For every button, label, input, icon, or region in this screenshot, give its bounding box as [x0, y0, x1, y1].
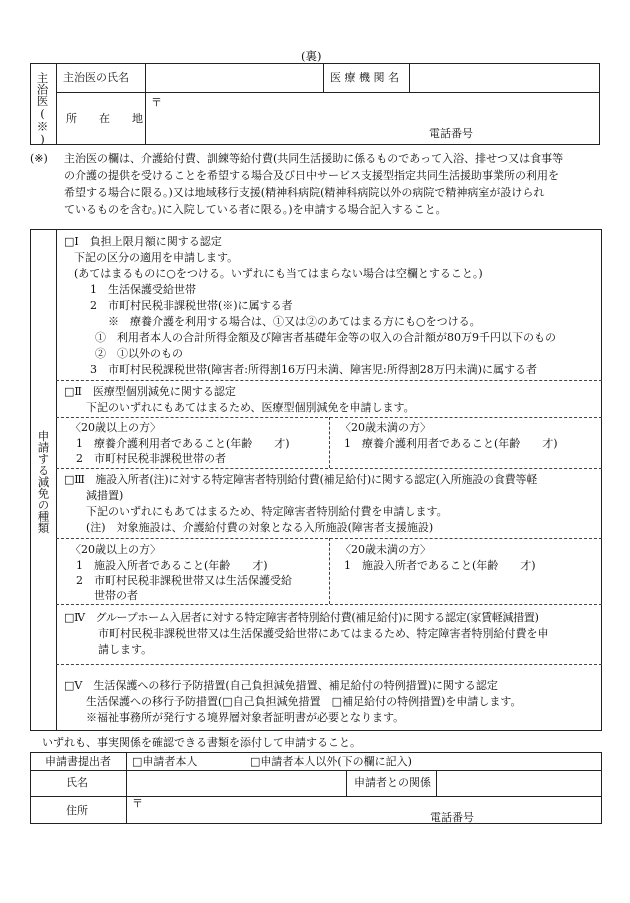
section-2-over20-item: 2 市町村民税非課税世帯の者 — [76, 452, 226, 465]
doctor-address-field[interactable] — [150, 95, 596, 142]
section-1-option[interactable]: 1 生活保護受給世帯 — [90, 283, 196, 296]
section-2-line: 下記のいずれにもあてはまるため、医療型個別減免を申請します。 — [86, 401, 415, 414]
section-4-title[interactable]: □Ⅳ グループホーム入居者に対する特定障害者特別給付費(補足給付)に関する認定(家賃軽減措置) — [64, 611, 539, 624]
section-1-option[interactable]: 2 市町村民税非課税世帯(※)に属する者 — [90, 299, 293, 312]
doctor-phone-label: 電話番号 — [429, 127, 473, 140]
submitter-name-field[interactable] — [130, 772, 342, 794]
note-line: ているものを含む。)に入院している者に限る。)を申請する場合記入すること。 — [64, 203, 447, 216]
note-line: 希望する場合に限る。)又は地域移行支援(精神科病院(精神科病院以外の病院で精神病室が設けられ — [64, 186, 545, 199]
relation-label: 申請者との関係 — [354, 776, 431, 789]
section-3-over20-item: 2 市町村民税非課税世帯又は生活保護受給 — [76, 574, 292, 587]
page-side-label: (裏) — [301, 49, 322, 63]
section-1-line: 下記の区分の適用を申請します。 — [74, 251, 239, 264]
section-3-over20-item: 1 施設入所者であること(年齢 才) — [76, 559, 268, 572]
note-line: 主治医の欄は、介護給付費、訓練等給付費(共同生活援助に係るものであって入浴、排せつ又は食事等 — [64, 152, 564, 165]
section-1-option[interactable]: ② ①以外のもの — [95, 347, 183, 360]
section-3-over20-item: 世帯の者 — [94, 589, 138, 602]
section-4-line: 請します。 — [98, 643, 153, 656]
types-side-label: 申請する減免の種類 — [36, 430, 51, 534]
institution-label: 医 療 機 関 名 — [330, 71, 399, 84]
section-3-line: (注) 対象施設は、介護給付費の対象となる入所施設(障害者支援施設) — [86, 521, 434, 534]
submitter-other-checkbox[interactable]: □申請者本人以外(下の欄に記入) — [250, 755, 412, 768]
section-2-over20-item: 1 療養介護利用者であること(年齢 才) — [76, 437, 290, 450]
submitter-phone-label: 電話番号 — [430, 811, 474, 824]
section-3-line: 下記のいずれにもあてはまるため、特定障害者特別給付費を申請します。 — [86, 505, 448, 518]
doctor-name-label: 主治医の氏名 — [63, 71, 129, 84]
doctor-address-label: 所 在 地 — [66, 112, 143, 125]
section-5-line[interactable]: 生活保護への移行予防措置(□自己負担減免措置 □補足給付の特例措置)を申請します。 — [86, 695, 522, 708]
submitter-label: 申請書提出者 — [45, 755, 111, 768]
section-2-over20-head: 〈20歳以上の方〉 — [70, 421, 161, 434]
section-3-title-cont: 減措置) — [86, 489, 124, 502]
section-3-title[interactable]: □Ⅲ 施設入所者(注)に対する特定障害者特別給付費(補足給付)に関する認定(入所施設の食費等軽 — [64, 473, 538, 486]
section-3-under20-head: 〈20歳未満の方〉 — [340, 543, 431, 556]
attach-note: いずれも、事実関係を確認できる書類を添付して申請すること。 — [42, 736, 361, 749]
submitter-address-label: 住所 — [66, 804, 88, 817]
submitter-self-checkbox[interactable]: □申請者本人 — [132, 755, 198, 768]
relation-field[interactable] — [440, 772, 598, 794]
section-1-option[interactable]: 3 市町村民税課税世帯(障害者:所得割16万円未満、障害児:所得割28万円未満)に属する者 — [90, 363, 537, 376]
section-3-under20-item: 1 施設入所者であること(年齢 才) — [344, 559, 536, 572]
section-1-line: (あてはまるものに○をつける。いずれにも当てはまらない場合は空欄とすること。) — [74, 267, 483, 280]
institution-field[interactable] — [413, 66, 597, 90]
doctor-name-field[interactable] — [150, 66, 320, 90]
section-2-under20-head: 〈20歳未満の方〉 — [340, 421, 431, 434]
note-mark: (※) — [30, 152, 48, 165]
section-5-title[interactable]: □Ⅴ 生活保護への移行予防措置(自己負担減免措置、補足給付の特例措置)に関する認定 — [64, 679, 498, 692]
doctor-postal-mark: 〒 — [151, 96, 162, 109]
section-2-under20-item: 1 療養介護利用者であること(年齢 才) — [344, 437, 558, 450]
section-5-line: ※福祉事務所が発行する境界層対象者証明書が必要となります。 — [86, 711, 405, 724]
section-1-title[interactable]: □Ⅰ 負担上限月額に関する認定 — [64, 235, 222, 248]
section-4-line: 市町村民税非課税世帯又は生活保護受給世帯にあてはまるため、特定障害者特別給付費を申 — [98, 627, 549, 640]
doctor-side-label: 主治医(※) — [35, 72, 50, 146]
submitter-postal-mark: 〒 — [132, 797, 143, 810]
section-3-over20-head: 〈20歳以上の方〉 — [70, 543, 161, 556]
submitter-address-field[interactable] — [130, 798, 598, 822]
note-line: の介護の提供を受けることを希望する場合及び日中サービス支援型指定共同生活援助事業所の利用を — [64, 169, 559, 182]
section-1-line: ※ 療養介護を利用する場合は、①又は②のあてはまる方にも○をつける。 — [108, 315, 481, 328]
section-1-option[interactable]: ① 利用者本人の合計所得金額及び障害者基礎年金等の収入の合計額が80万9千円以下のもの — [95, 331, 556, 344]
section-2-title[interactable]: □Ⅱ 医療型個別減免に関する認定 — [64, 385, 236, 398]
submitter-name-label: 氏名 — [66, 776, 88, 789]
